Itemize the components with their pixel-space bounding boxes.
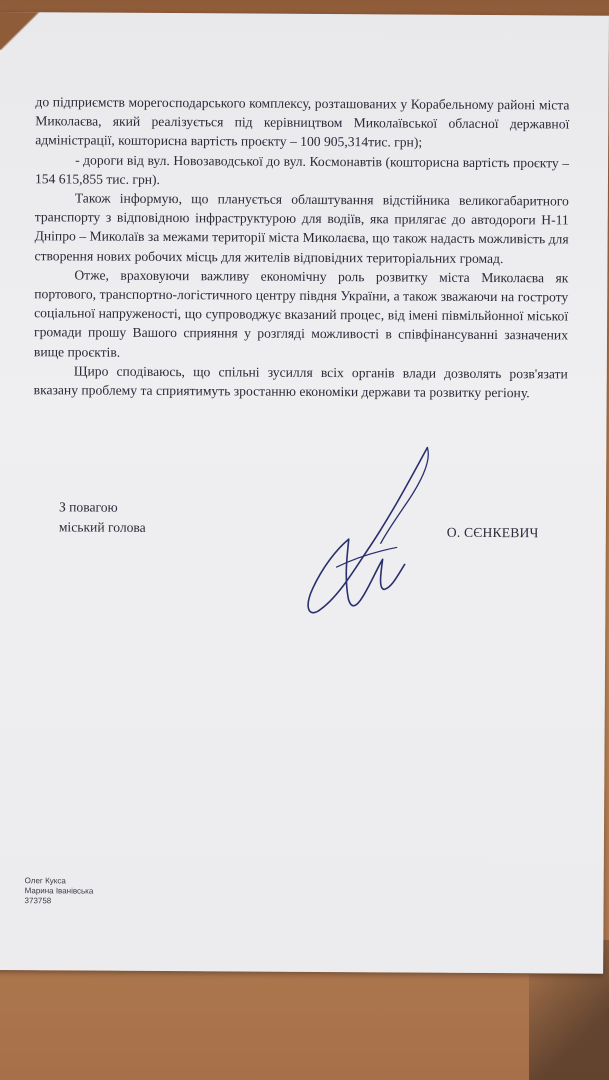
- executor-info: [25, 876, 94, 906]
- page-corner-fold: [0, 12, 40, 50]
- closing-title: міський голова: [58, 519, 146, 535]
- letter-page: [0, 12, 609, 974]
- executor-name-2: Марина Іванівська: [24, 886, 94, 896]
- signer-name: О. СЄНКЕВИЧ: [446, 524, 539, 541]
- closing-regards: З повагою: [58, 499, 118, 515]
- executor-name-1: Олег Кукса: [24, 876, 66, 886]
- closing-block: [59, 497, 146, 538]
- paragraph-request: Отже, враховуючи важливу економічну роль розвитку міста Миколаєва як портового, транспортно-логістичного центру півдня України, а також зважаючи на гостроту соціальної напруженості, що супроводжує вказаний процес, від імені півмільйонної міської громади прошу Вашого сприяння у розгляді можливості в співфінансуванні зазначених вище проєктів.: [33, 267, 569, 360]
- paragraph-road: - дороги від вул. Новозаводської до вул. Космонавтів (кошторисна вартість проєкту – 154 615,855 тис. грн).: [34, 152, 570, 187]
- executor-phone: 373758: [24, 896, 52, 906]
- letter-body: [34, 92, 570, 403]
- paragraph-conclusion: Щиро сподіваюсь, що спільні зусилля всіх органів влади дозволять розв'язати вказану проблему та сприятимуть зростанню економіки держави та розвитку регіону.: [33, 363, 568, 401]
- handwritten-signature: [296, 439, 447, 620]
- paragraph-port-enterprises: до підприємств морегосподарського комплексу, розташованих у Корабельному районі міста Миколаєва, який реалізується під керівництвом Миколаївської обласної державної адміністрації, кошторисна вартість проєкту – 100 905,314тис. грн);: [35, 94, 570, 150]
- paragraph-truck-parking: Також інформую, що планується облаштування відстійника великогабаритного транспорту з відповідною інфраструктурою для водіїв, яка прилягає до автодороги Н-11 Дніпро – Миколаїв за межами території міста Миколаєва, що також надасть можливість для створення нових робочих місць для жителів відповідних територіальних громад.: [34, 190, 569, 266]
